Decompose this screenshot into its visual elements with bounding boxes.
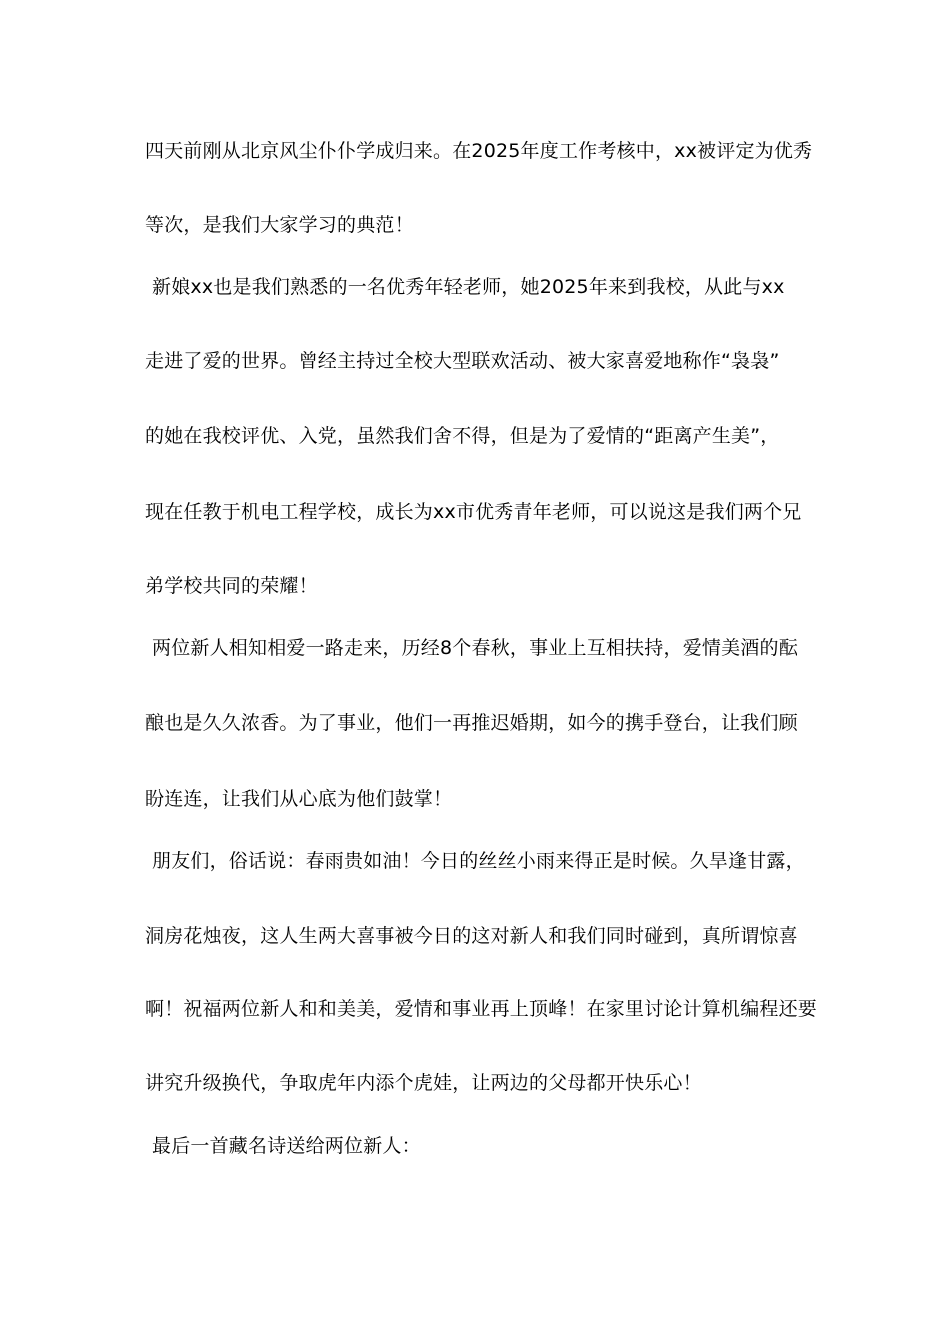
text-line-11: 朋友们，俗话说：春雨贵如油！今日的丝丝小雨来得正是时候。久旱逢甘露， [152,850,805,872]
text-line-9: 酿也是久久浓香。为了事业，他们一再推迟婚期，如今的携手登台，让我们顾 [145,712,798,734]
text-line-10: 盼连连，让我们从心底为他们鼓掌！ [145,788,453,810]
text-line-15: 最后一首藏名诗送给两位新人： [152,1135,421,1157]
text-line-2: 等次，是我们大家学习的典范！ [145,214,414,236]
text-line-12: 洞房花烛夜，这人生两大喜事被今日的这对新人和我们同时碰到，真所谓惊喜 [145,925,798,947]
text-line-8: 两位新人相知相爱一路走来，历经8个春秋，事业上互相扶持，爱情美酒的酝 [152,637,798,659]
text-line-6: 现在任教于机电工程学校，成长为xx市优秀青年老师，可以说这是我们两个兄 [145,501,802,523]
text-line-13: 啊！祝福两位新人和和美美，爱情和事业再上顶峰！在家里讨论计算机编程还要 [145,998,818,1020]
text-line-4: 走进了爱的世界。曾经主持过全校大型联欢活动、被大家喜爱地称作“袅袅” [145,350,780,372]
text-line-5: 的她在我校评优、入党，虽然我们舍不得，但是为了爱情的“距离产生美”， [145,425,780,447]
text-line-3: 新娘xx也是我们熟悉的一名优秀年轻老师，她2025年来到我校，从此与xx [152,276,785,298]
text-line-1: 四天前刚从北京风尘仆仆学成归来。在2025年度工作考核中，xx被评定为优秀 [145,140,813,162]
text-line-14: 讲究升级换代，争取虎年内添个虎娃，让两边的父母都开快乐心！ [145,1072,702,1094]
text-line-7: 弟学校共同的荣耀！ [145,575,318,597]
